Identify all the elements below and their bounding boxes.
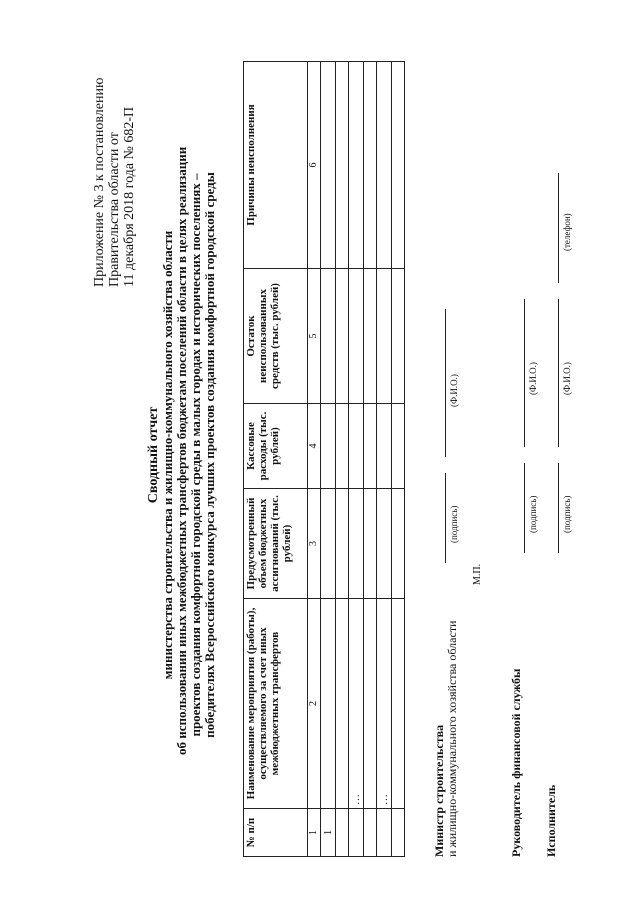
executor-phone-line bbox=[558, 173, 559, 283]
header-row bbox=[244, 62, 308, 857]
minister-fio-caption: (Ф.И.О.) bbox=[449, 374, 459, 407]
executor-fio-line bbox=[558, 299, 559, 447]
stamp-mp: М.П. bbox=[472, 563, 483, 585]
appendix-line-2: Правительства области от bbox=[107, 132, 122, 287]
title-line-1: Сводный отчет bbox=[146, 406, 161, 504]
minister-label bbox=[433, 621, 459, 857]
header-cash: Кассовые расходы (тыс. рублей) bbox=[244, 404, 308, 489]
title-line-4: проектов создания комфортной городской среды в малых городах и исторических поселениях – bbox=[188, 173, 203, 737]
report-title bbox=[146, 146, 217, 755]
appendix-line-1: Приложение № 3 к постановлению bbox=[92, 77, 107, 287]
executor-label: Исполнитель bbox=[544, 784, 558, 857]
executor-podpis-caption: (подпись) bbox=[562, 495, 572, 533]
header-planned: Предусмотренный объем бюджетных ассигнований (тыс. рублей) bbox=[244, 489, 308, 599]
table-row bbox=[336, 62, 349, 857]
finance-fio-line bbox=[524, 299, 525, 447]
table-row bbox=[321, 62, 336, 857]
minister-fio-line bbox=[445, 309, 446, 457]
table-row bbox=[349, 62, 364, 857]
colnum-3: 3 bbox=[308, 489, 321, 599]
finance-head-label: Руководитель финансовой службы bbox=[509, 668, 523, 857]
appendix-line-3: 11 декабря 2018 года № 682-П bbox=[122, 106, 137, 287]
header-num: № п/п bbox=[244, 809, 308, 857]
finance-signature-line bbox=[524, 463, 525, 553]
finance-podpis-caption: (подпись) bbox=[528, 495, 538, 533]
row-num: 1 bbox=[321, 809, 336, 857]
header-remainder: Остаток неиспользованных средств (тыс. рублей) bbox=[244, 269, 308, 404]
row-ellipsis: … bbox=[377, 599, 392, 809]
minister-line-2: и жилищно-коммунального хозяйства области bbox=[445, 620, 459, 857]
title-line-3: об использовании иных межбюджетных трансфертов бюджетам поселений области в целях реализации bbox=[174, 146, 189, 755]
colnum-5: 5 bbox=[308, 269, 321, 404]
header-name: Наименование мероприятия (работы), осуществляемого за счет иных межбюджетных трансфертов bbox=[244, 599, 308, 809]
finance-fio-caption: (Ф.И.О.) bbox=[528, 362, 538, 395]
executor-phone-caption: (телефон) bbox=[562, 213, 572, 251]
column-numbers-row bbox=[308, 62, 321, 857]
executor-signature-line bbox=[558, 463, 559, 553]
colnum-4: 4 bbox=[308, 404, 321, 489]
title-line-2: министерства строительства и жилищно-коммунального хозяйства области bbox=[160, 230, 175, 680]
report-table bbox=[243, 61, 405, 857]
title-line-5: победителях Всероссийского конкурса лучших проектов создания комфортной городской среды bbox=[202, 172, 217, 738]
table-row bbox=[377, 62, 392, 857]
colnum-2: 2 bbox=[308, 599, 321, 809]
minister-signature-line bbox=[445, 473, 446, 563]
row-ellipsis: … bbox=[349, 599, 364, 809]
appendix-note bbox=[92, 78, 137, 287]
table-row bbox=[392, 62, 405, 857]
minister-line-1: Министр строительства bbox=[432, 724, 446, 857]
header-reasons: Причины неисполнения bbox=[244, 62, 308, 269]
colnum-6: 6 bbox=[308, 62, 321, 269]
minister-podpis-caption: (подпись) bbox=[449, 505, 459, 543]
executor-fio-caption: (Ф.И.О.) bbox=[562, 362, 572, 395]
table-row bbox=[364, 62, 377, 857]
colnum-1: 1 bbox=[308, 809, 321, 857]
